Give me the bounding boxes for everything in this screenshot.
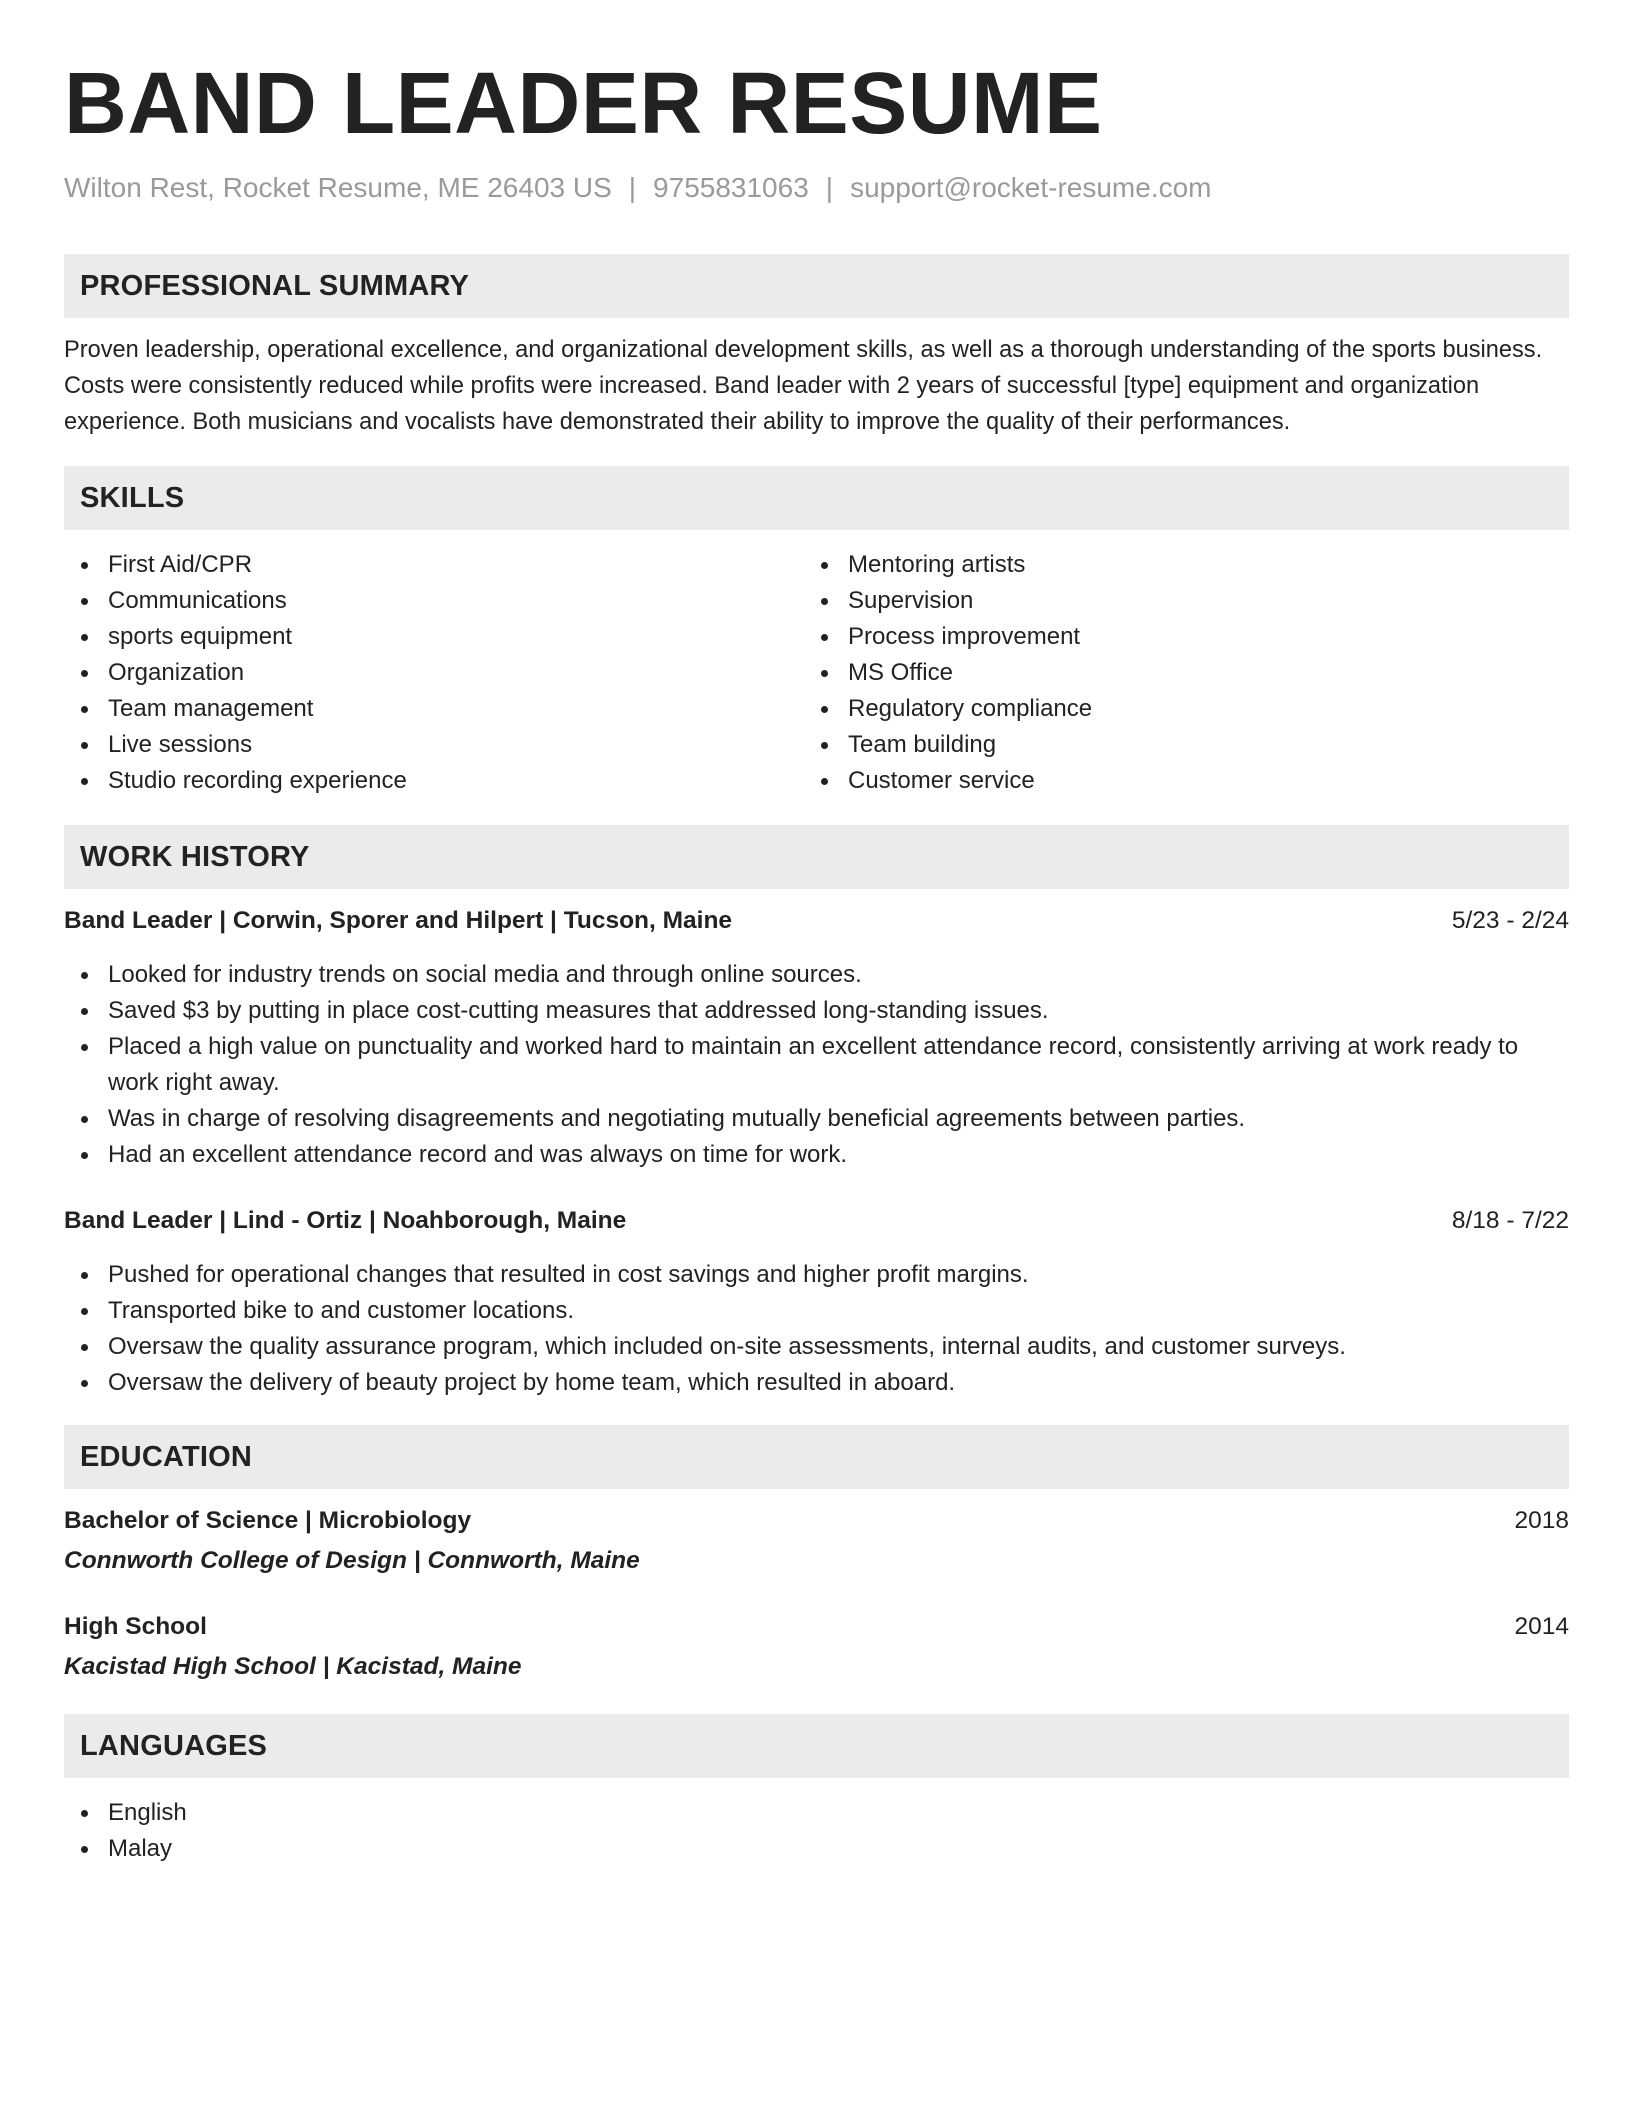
contact-separator: | bbox=[825, 172, 834, 203]
job-duties bbox=[64, 1257, 1569, 1401]
education-year: 2014 bbox=[1514, 1613, 1569, 1640]
skill-item: Customer service bbox=[804, 763, 1544, 799]
education-degree: Bachelor of Science | Microbiology bbox=[64, 1507, 472, 1534]
skill-item: Supervision bbox=[804, 583, 1544, 619]
skill-item: First Aid/CPR bbox=[64, 547, 804, 583]
education-header bbox=[64, 1503, 1569, 1539]
skills-column-right bbox=[804, 547, 1544, 799]
education-school: Connworth College of Design | Connworth, Maine bbox=[64, 1547, 640, 1574]
summary-text: Proven leadership, operational excellence, and organizational development skills, as well as a thorough understanding of the sports business. Costs were consistently reduced while profits were increased. Band leader with 2 years of successful [type] equipment and organization experience. Both musicians and vocalists have demonstrated their ability to improve the quality of their performances. bbox=[64, 337, 1543, 435]
education-header bbox=[64, 1609, 1569, 1645]
skill-item: Process improvement bbox=[804, 619, 1544, 655]
education-entry bbox=[64, 1609, 1569, 1685]
skill-item: Organization bbox=[64, 655, 804, 691]
skill-item: Team management bbox=[64, 691, 804, 727]
skills-heading: SKILLS bbox=[64, 466, 1569, 530]
education-heading: EDUCATION bbox=[64, 1425, 1569, 1489]
skill-item: Live sessions bbox=[64, 727, 804, 763]
languages-list bbox=[64, 1795, 1569, 1867]
job-duty: Looked for industry trends on social media and through online sources. bbox=[64, 957, 1569, 993]
job-header bbox=[64, 1203, 1569, 1239]
job-duty: Saved $3 by putting in place cost-cutting measures that addressed long-standing issues. bbox=[64, 993, 1569, 1029]
job-duty: Oversaw the delivery of beauty project by home team, which resulted in aboard. bbox=[64, 1365, 1569, 1401]
education-entry bbox=[64, 1503, 1569, 1579]
job-duties bbox=[64, 957, 1569, 1173]
job-duty: Had an excellent attendance record and was always on time for work. bbox=[64, 1137, 1569, 1173]
contact-separator: | bbox=[628, 172, 637, 203]
contact-address: Wilton Rest, Rocket Resume, ME 26403 US bbox=[64, 172, 612, 203]
skill-item: Communications bbox=[64, 583, 804, 619]
skill-item: Team building bbox=[804, 727, 1544, 763]
skill-item: Studio recording experience bbox=[64, 763, 804, 799]
language-item: English bbox=[64, 1795, 1569, 1831]
education-degree: High School bbox=[64, 1613, 207, 1640]
job-entry bbox=[64, 903, 1569, 1173]
job-header bbox=[64, 903, 1569, 939]
skill-item: Mentoring artists bbox=[804, 547, 1544, 583]
job-title: Band Leader | Lind - Ortiz | Noahborough, Maine bbox=[64, 1207, 627, 1234]
contact-phone: 9755831063 bbox=[653, 172, 809, 203]
skill-item: sports equipment bbox=[64, 619, 804, 655]
job-title: Band Leader | Corwin, Sporer and Hilpert | Tucson, Maine bbox=[64, 907, 733, 934]
skill-item: Regulatory compliance bbox=[804, 691, 1544, 727]
contact-line bbox=[64, 172, 1569, 204]
job-duty: Pushed for operational changes that resulted in cost savings and higher profit margins. bbox=[64, 1257, 1569, 1293]
job-duty: Oversaw the quality assurance program, which included on-site assessments, internal audits, and customer surveys. bbox=[64, 1329, 1569, 1365]
resume-title: BAND LEADER RESUME bbox=[64, 55, 1103, 152]
skills-column-left bbox=[64, 547, 804, 799]
skills-list bbox=[64, 547, 1569, 799]
education-school: Kacistad High School | Kacistad, Maine bbox=[64, 1653, 522, 1680]
job-duty: Transported bike to and customer locations. bbox=[64, 1293, 1569, 1329]
contact-email: support@rocket-resume.com bbox=[850, 172, 1212, 203]
language-item: Malay bbox=[64, 1831, 1569, 1867]
summary-heading: PROFESSIONAL SUMMARY bbox=[64, 254, 1569, 318]
job-entry bbox=[64, 1203, 1569, 1401]
job-dates: 8/18 - 7/22 bbox=[1451, 1207, 1569, 1234]
job-duty: Was in charge of resolving disagreements and negotiating mutually beneficial agreements between parties. bbox=[64, 1101, 1569, 1137]
work-history-heading: WORK HISTORY bbox=[64, 825, 1569, 889]
job-dates: 5/23 - 2/24 bbox=[1451, 907, 1569, 934]
education-year: 2018 bbox=[1514, 1507, 1569, 1534]
job-duty: Placed a high value on punctuality and worked hard to maintain an excellent attendance record, consistently arriving at work ready to work right away. bbox=[64, 1029, 1569, 1101]
skill-item: MS Office bbox=[804, 655, 1544, 691]
languages-heading: LANGUAGES bbox=[64, 1714, 1569, 1778]
